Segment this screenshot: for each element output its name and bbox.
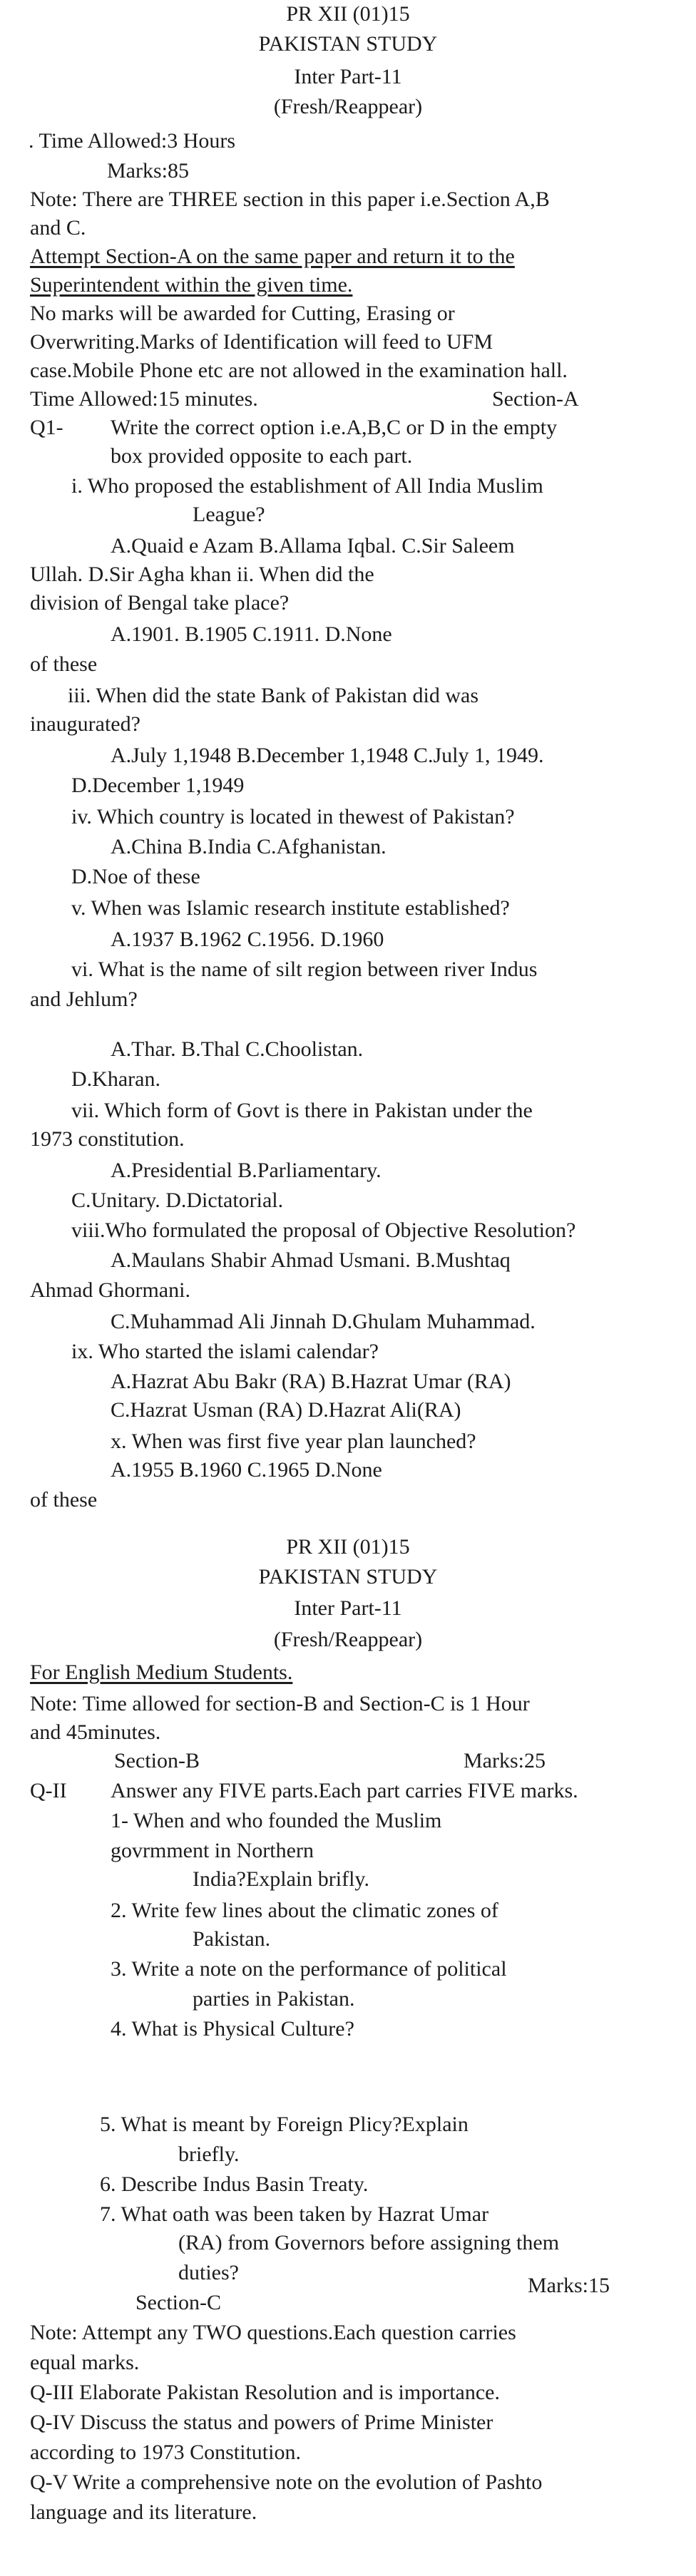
warning-line: Overwriting.Marks of Identification will feed to UFM	[30, 330, 493, 354]
long-question: Q-V Write a comprehensive note on the evolution of Pashto	[30, 2470, 543, 2494]
medium-heading: For English Medium Students.	[30, 1661, 293, 1684]
mcq-line: vi. What is the name of silt region between river Indus	[71, 958, 538, 981]
mcq-line: v. When was Islamic research institute established?	[71, 896, 510, 920]
mcq-line: division of Bengal take place?	[30, 591, 290, 615]
time-allowed: . Time Allowed:3 Hours	[29, 129, 236, 153]
mcq-line: D.Kharan.	[71, 1067, 160, 1091]
mcq-line: A.Quaid e Azam B.Allama Iqbal. C.Sir Saleem	[111, 534, 515, 558]
section-b-heading: Section-B	[114, 1749, 200, 1772]
question-number: Q-II	[30, 1779, 67, 1802]
short-question: 4. What is Physical Culture?	[111, 2017, 354, 2041]
short-question: 6. Describe Indus Basin Treaty.	[100, 2172, 369, 2196]
class-title: Inter Part-11	[294, 1596, 402, 1620]
long-question: Q-IV Discuss the status and powers of Prime Minister	[30, 2411, 493, 2434]
mcq-line: C.Unitary. D.Dictatorial.	[71, 1189, 284, 1212]
short-question: 3. Write a note on the performance of political	[111, 1957, 507, 1981]
long-question: Q-III Elaborate Pakistan Resolution and is importance.	[30, 2381, 500, 2404]
mcq-line: i. Who proposed the establishment of All India Muslim	[71, 474, 543, 498]
attempt-instruction: Superintendent within the given time.	[30, 273, 353, 297]
warning-line: No marks will be awarded for Cutting, Erasing or	[30, 302, 455, 325]
total-marks: Marks:85	[107, 159, 189, 183]
mcq-line: A.1937 B.1962 C.1956. D.1960	[111, 928, 384, 951]
mcq-line: Ahmad Ghormani.	[30, 1278, 190, 1302]
section-c-heading: Section-C	[135, 2291, 221, 2314]
warning-line: case.Mobile Phone etc are not allowed in the examination hall.	[30, 359, 568, 382]
mcq-line: C.Hazrat Usman (RA) D.Hazrat Ali(RA)	[111, 1398, 461, 1422]
short-question: parties in Pakistan.	[193, 1987, 355, 2011]
mcq-line: and Jehlum?	[30, 987, 138, 1011]
paper-code: PR XII (01)15	[286, 1535, 410, 1559]
mcq-line: C.Muhammad Ali Jinnah D.Ghulam Muhammad.	[111, 1310, 536, 1333]
mcq-line: D.Noe of these	[71, 865, 200, 888]
question-number: Q1-	[30, 416, 63, 439]
section-a-heading: Section-A	[492, 387, 579, 411]
note-line: and 45minutes.	[30, 1720, 161, 1744]
short-question: 2. Write few lines about the climatic zones of	[111, 1899, 498, 1922]
mcq-line: ix. Who started the islami calendar?	[71, 1340, 379, 1363]
mcq-line: of these	[30, 1488, 98, 1512]
mcq-line: of these	[30, 652, 98, 676]
question-text: Answer any FIVE parts.Each part carries FIVE marks.	[111, 1779, 578, 1802]
mcq-line: x. When was first five year plan launched?	[111, 1430, 476, 1453]
section-a-time: Time Allowed:15 minutes.	[30, 387, 258, 411]
long-question: Note: Attempt any TWO questions.Each question carries	[30, 2321, 516, 2344]
mcq-line: D.December 1,1949	[71, 774, 245, 797]
mcq-line: A.Hazrat Abu Bakr (RA) B.Hazrat Umar (RA)	[111, 1370, 511, 1393]
question-text: box provided opposite to each part.	[111, 444, 413, 468]
short-question: 1- When and who founded the Muslim	[111, 1809, 442, 1832]
mcq-line: Ullah. D.Sir Agha khan ii. When did the	[30, 563, 374, 586]
mcq-line: A.Thar. B.Thal C.Choolistan.	[111, 1037, 364, 1061]
mcq-line: A.China B.India C.Afghanistan.	[111, 835, 387, 858]
mcq-line: A.1901. B.1905 C.1911. D.None	[111, 622, 392, 646]
mcq-line: A.Maulans Shabir Ahmad Usmani. B.Mushtaq	[111, 1248, 511, 1272]
exam-type: (Fresh/Reappear)	[273, 95, 423, 118]
mcq-line: iv. Which country is located in thewest of Pakistan?	[71, 805, 515, 828]
long-question: language and its literature.	[30, 2500, 257, 2524]
mcq-line: League?	[193, 503, 265, 526]
section-b-marks: Marks:25	[464, 1749, 546, 1772]
section-c-marks: Marks:15	[528, 2274, 610, 2297]
question-text: Write the correct option i.e.A,B,C or D in the empty	[111, 416, 558, 439]
mcq-line: vii. Which form of Govt is there in Pakistan under the	[71, 1099, 533, 1122]
mcq-line: iii. When did the state Bank of Pakistan did was	[68, 684, 479, 707]
short-question: briefly.	[178, 2143, 240, 2166]
attempt-instruction: Attempt Section-A on the same paper and return it to the	[30, 245, 515, 268]
exam-type: (Fresh/Reappear)	[273, 1628, 423, 1651]
short-question: Pakistan.	[193, 1927, 271, 1951]
mcq-line: 1973 constitution.	[30, 1127, 185, 1151]
short-question: 5. What is meant by Foreign Plicy?Explain	[100, 2113, 469, 2136]
mcq-line: viii.Who formulated the proposal of Objective Resolution?	[71, 1218, 576, 1242]
paper-code: PR XII (01)15	[286, 2, 410, 26]
mcq-line: A.July 1,1948 B.December 1,1948 C.July 1, 1949.	[111, 744, 544, 767]
subject-title: PAKISTAN STUDY	[258, 32, 438, 56]
long-question: equal marks.	[30, 2351, 140, 2374]
mcq-line: A.1955 B.1960 C.1965 D.None	[111, 1458, 382, 1482]
long-question: according to 1973 Constitution.	[30, 2441, 301, 2464]
short-question: duties?	[178, 2261, 239, 2284]
short-question: govrmment in Northern	[111, 1839, 314, 1862]
note-line: and C.	[30, 216, 86, 240]
short-question: India?Explain brifly.	[193, 1867, 369, 1891]
mcq-line: inaugurated?	[30, 712, 140, 736]
mcq-line: A.Presidential B.Parliamentary.	[111, 1159, 382, 1182]
note-line: Note: There are THREE section in this paper i.e.Section A,B	[30, 188, 550, 211]
short-question: 7. What oath was been taken by Hazrat Umar	[100, 2202, 489, 2226]
note-line: Note: Time allowed for section-B and Section-C is 1 Hour	[30, 1692, 530, 1715]
subject-title: PAKISTAN STUDY	[258, 1565, 438, 1589]
class-title: Inter Part-11	[294, 65, 402, 88]
short-question: (RA) from Governors before assigning them	[178, 2231, 560, 2254]
